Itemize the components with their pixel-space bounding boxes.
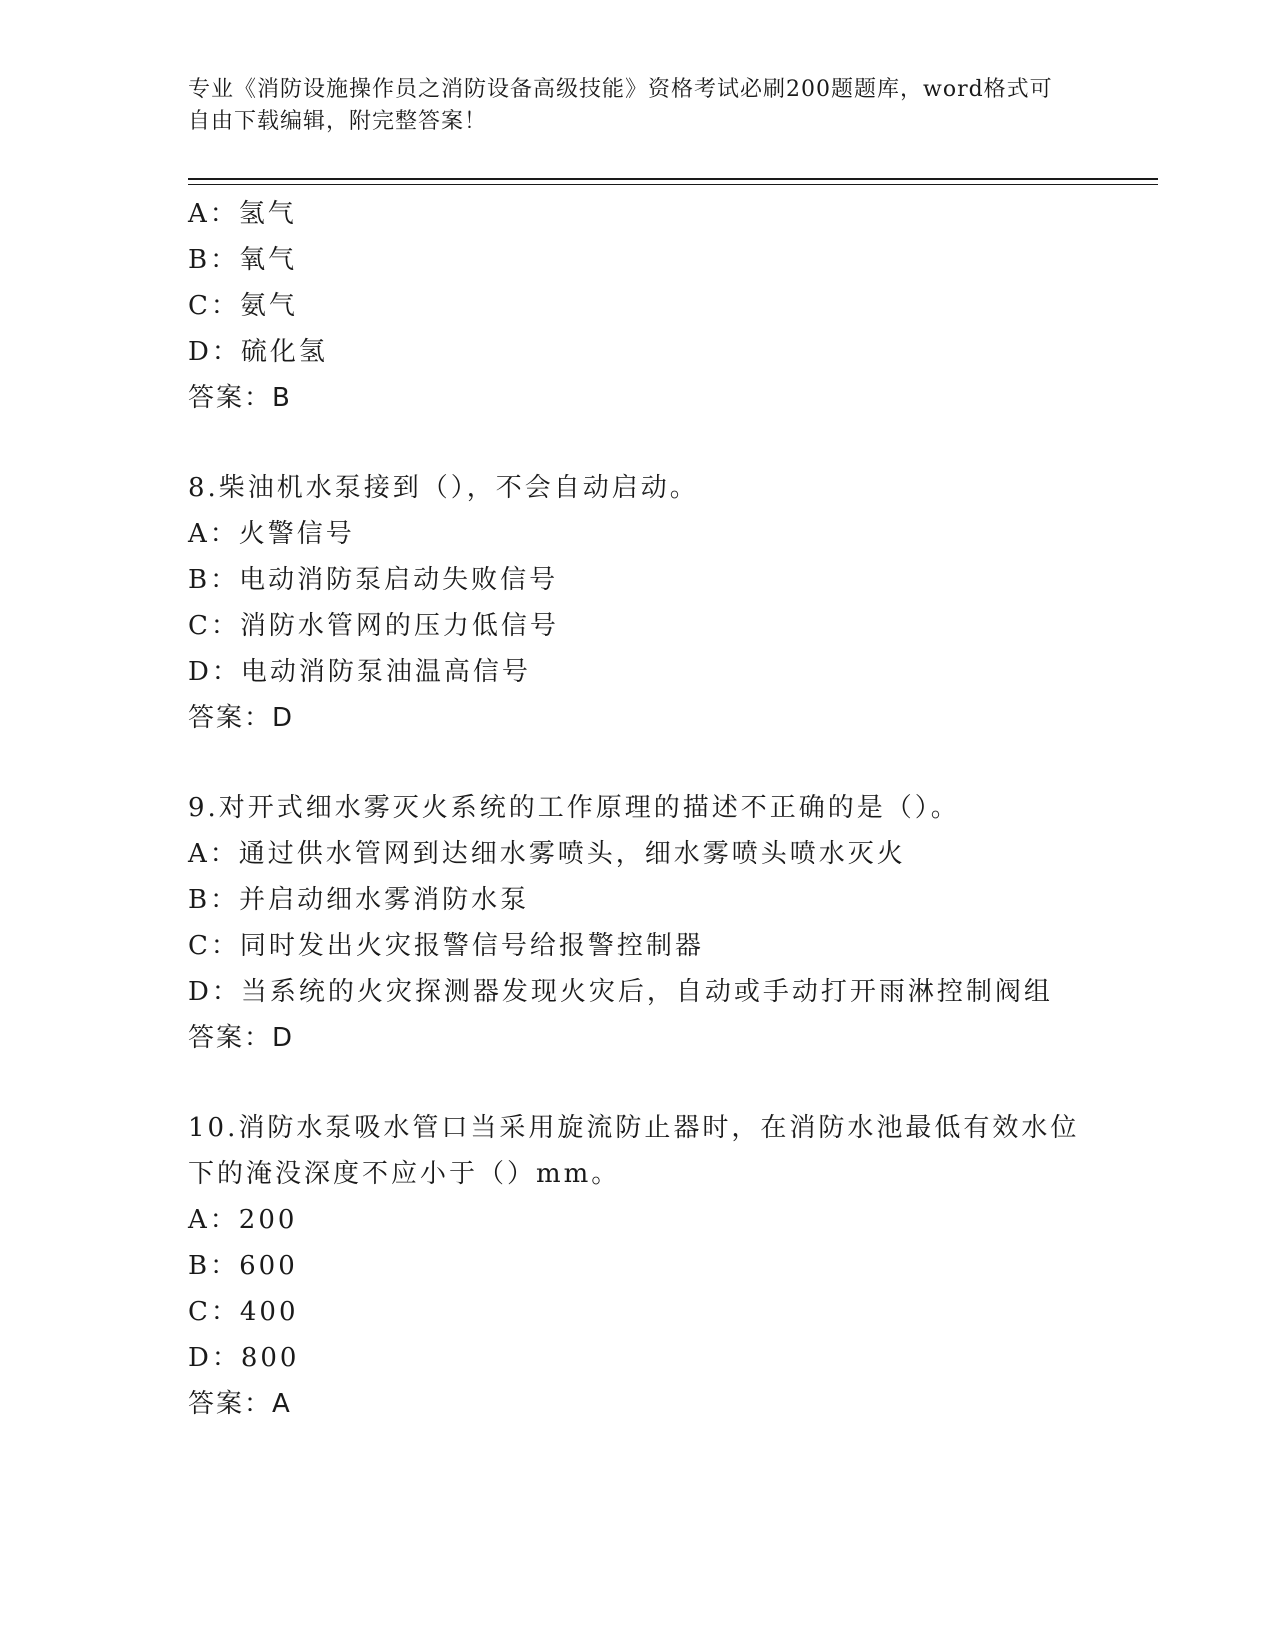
answer-line: 答案：D [188, 703, 295, 733]
option-c: C：同时发出火灾报警信号给报警控制器 [188, 931, 704, 961]
option-d: D：当系统的火灾探测器发现火灾后，自动或手动打开雨淋控制阀组 [188, 977, 1053, 1007]
option-d: D：800 [188, 1343, 300, 1373]
option-b: B：600 [188, 1251, 298, 1281]
option-c: C：消防水管网的压力低信号 [188, 611, 559, 641]
header-divider-thin [188, 184, 1158, 185]
option-a: A：火警信号 [188, 519, 355, 549]
answer-line: 答案：B [188, 383, 292, 413]
option-a: A：通过供水管网到达细水雾喷头，细水雾喷头喷水灭火 [188, 839, 906, 869]
question-list [188, 191, 1088, 1427]
question-10 [188, 1105, 1088, 1427]
option-b: B：并启动细水雾消防水泵 [188, 885, 530, 915]
header-divider-thick [188, 178, 1158, 180]
option-b: B：电动消防泵启动失败信号 [188, 565, 559, 595]
option-a: A：200 [188, 1205, 298, 1235]
option-b: B：氧气 [188, 245, 298, 275]
question-stem: 10.消防水泵吸水管口当采用旋流防止器时，在消防水池最低有效水位 [188, 1113, 1080, 1143]
answer-line: 答案：A [188, 1389, 292, 1419]
answer-line: 答案：D [188, 1023, 295, 1053]
option-a: A：氢气 [188, 199, 297, 229]
question-stem: 8.柴油机水泵接到（），不会自动启动。 [188, 473, 699, 503]
question-8 [188, 465, 1088, 741]
option-d: D：电动消防泵油温高信号 [188, 657, 531, 687]
option-d: D：硫化氢 [188, 337, 328, 367]
question-7 [188, 191, 1088, 421]
option-c: C：400 [188, 1297, 299, 1327]
question-9 [188, 785, 1088, 1061]
question-stem-continued: 下的淹没深度不应小于（）mm。 [188, 1159, 621, 1189]
option-c: C：氨气 [188, 291, 298, 321]
question-stem: 9.对开式细水雾灭火系统的工作原理的描述不正确的是（）。 [188, 793, 960, 823]
document-header: 专业《消防设施操作员之消防设备高级技能》资格考试必刷200题题库，word格式可自由下载编辑，附完整答案！ [188, 77, 1053, 134]
